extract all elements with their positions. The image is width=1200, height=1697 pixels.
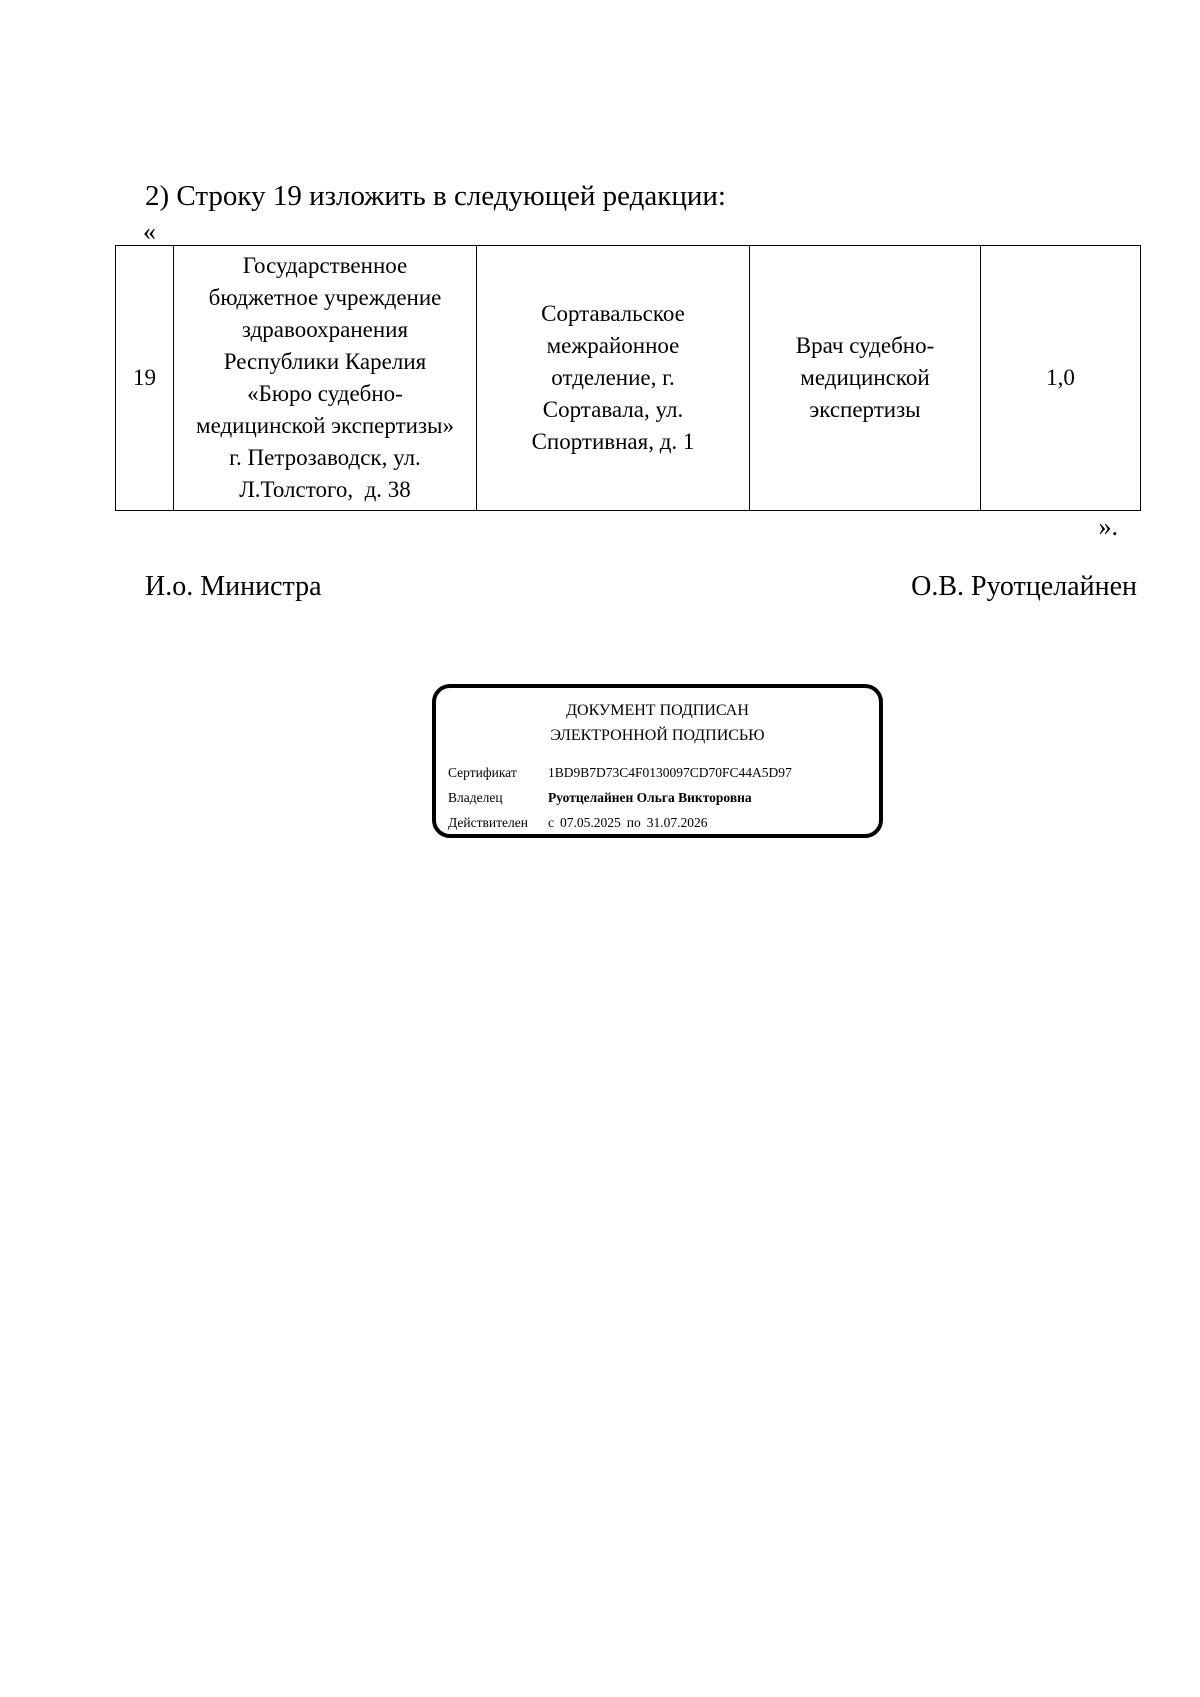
rate-cell xyxy=(981,246,1141,511)
row-number-cell xyxy=(116,246,174,511)
amendment-intro: 2) Строку 19 изложить в следующей редакции: xyxy=(145,180,726,212)
position-line: Врач судебно- xyxy=(795,333,935,358)
institution-line: Государственное xyxy=(242,253,408,278)
department-cell xyxy=(477,246,750,511)
position-cell xyxy=(750,246,981,511)
position-line: медицинской xyxy=(800,365,930,390)
row-number: 19 xyxy=(133,365,156,390)
department-line: Сортавальское xyxy=(541,301,685,326)
stamp-title-line: ЭЛЕКТРОННОЙ ПОДПИСЬЮ xyxy=(550,727,765,744)
signatory-role: И.о. Министра xyxy=(145,571,322,602)
stamp-owner-row xyxy=(448,789,752,807)
institution-line: «Бюро судебно- xyxy=(247,381,403,406)
institution-cell xyxy=(174,246,477,511)
amendment-table xyxy=(115,245,1141,511)
table-row xyxy=(116,246,1141,511)
closing-quote: ». xyxy=(1098,512,1118,541)
institution-line: г. Петрозаводск, ул. xyxy=(229,445,421,470)
valid-from-date: 07.05.2025 xyxy=(560,815,621,830)
validity-label: Действителен xyxy=(448,815,528,830)
opening-quote: « xyxy=(143,217,156,246)
department-line: межрайонное xyxy=(546,333,680,358)
department-line: Сортавала, ул. xyxy=(542,397,684,422)
institution-line: Л.Толстого, д. 38 xyxy=(239,477,411,502)
institution-line: медицинской экспертизы» xyxy=(196,413,454,438)
position-line: экспертизы xyxy=(809,397,921,422)
department-line: отделение, г. xyxy=(551,365,675,390)
owner-label: Владелец xyxy=(448,790,503,805)
stamp-certificate-row xyxy=(448,764,792,782)
certificate-label: Сертификат xyxy=(448,765,517,780)
rate-value: 1,0 xyxy=(1046,365,1075,390)
owner-value: Руотцелайнен Ольга Викторовна xyxy=(548,790,752,805)
institution-line: здравоохранения xyxy=(241,317,409,342)
valid-from-prefix: с xyxy=(548,815,554,830)
stamp-title-line: ДОКУМЕНТ ПОДПИСАН xyxy=(566,702,749,719)
institution-line: Республики Карелия xyxy=(223,349,427,374)
valid-to-prefix: по xyxy=(626,815,641,830)
stamp-title xyxy=(436,698,879,748)
valid-to-date: 31.07.2026 xyxy=(646,815,708,830)
stamp-validity-row xyxy=(448,814,707,832)
certificate-value: 1BD9B7D73C4F0130097CD70FC44A5D97 xyxy=(548,765,792,780)
institution-line: бюджетное учреждение xyxy=(208,285,442,310)
electronic-signature-stamp xyxy=(432,684,883,838)
department-line: Спортивная, д. 1 xyxy=(531,429,695,454)
signatory-name: О.В. Руотцелайнен xyxy=(911,571,1137,602)
